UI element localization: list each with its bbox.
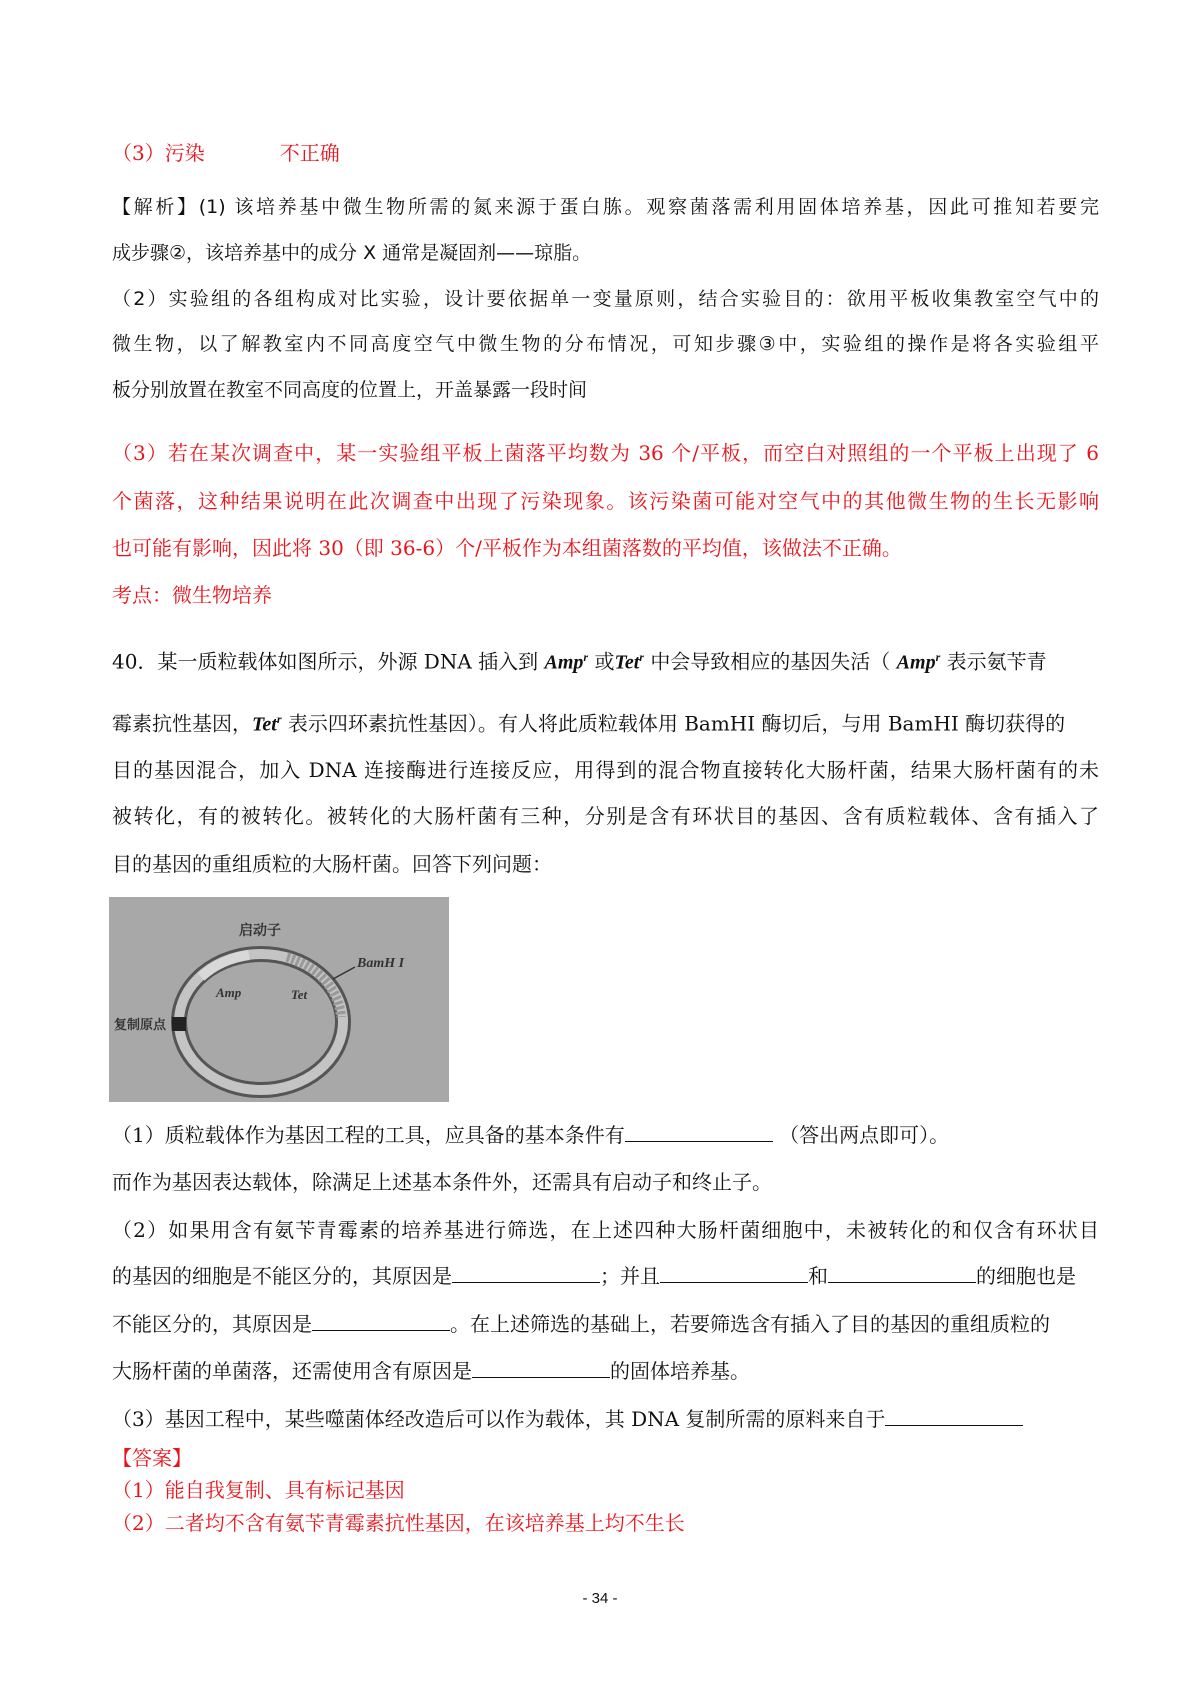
q40-part3: [112, 1405, 1099, 1433]
ori-block: [172, 1017, 186, 1031]
text: 不能区分的，其原因是: [112, 1312, 312, 1336]
q40-part2-line1: （2）如果用含有氨苄青霉素的培养基进行筛选，在上述四种大肠杆菌细胞中，未被转化的和仅含有环状目: [112, 1218, 1099, 1242]
page-number: - 34 -: [582, 1590, 618, 1607]
text: （3）基因工程中，某些噬菌体经改造后可以作为载体，其 DNA 复制所需的原料来自于: [112, 1407, 886, 1431]
q40-line-4: 被转化，有的被转化。被转化的大肠杆菌有三种，分别是含有环状目的基因、含有质粒载体、含有插入了: [112, 804, 1099, 828]
text: 霉素抗性基因，: [112, 711, 252, 736]
sup-r: r: [583, 650, 589, 664]
promoter-label: 启动子: [239, 923, 281, 939]
answer-part3: （3）污染: [112, 141, 205, 165]
analysis-line: （2）实验组的各组构成对比实验，设计要依据单一变量原则，结合实验目的：欲用平板收集教室空气中的: [112, 288, 1099, 310]
ori-label: 复制原点: [114, 1018, 167, 1033]
plasmid-diagram: [109, 897, 449, 1102]
answer-2: （2）二者均不含有氨苄青霉素抗性基因，在该培养基上均不生长: [112, 1511, 685, 1535]
analysis-red-line: 也可能有影响，因此将 30（即 36-6）个/平板作为本组菌落数的平均值，该做法不正确。: [112, 536, 902, 560]
answer-blank: [452, 1262, 600, 1283]
text: 和: [808, 1264, 828, 1288]
tet-gene: Tet: [252, 713, 277, 736]
bamhi-label: BamH I: [357, 956, 405, 971]
analysis-line: 板分别放置在教室不同高度的位置上，开盖暴露一段时间: [112, 379, 588, 401]
text: （1）质粒载体作为基因工程的工具，应具备的基本条件有: [112, 1123, 625, 1147]
q40-part1: [112, 1121, 1099, 1149]
analysis-line: 成步骤②，该培养基中的成分 X 通常是凝固剂——琼脂。: [112, 242, 592, 264]
amp-label: Amp: [216, 985, 242, 1000]
text: 的基因的细胞是不能区分的，其原因是: [112, 1264, 452, 1288]
text: 的细胞也是: [976, 1264, 1076, 1288]
answer-blank: [472, 1357, 610, 1378]
text: 表示四环素抗性基因）。有人将此质粒载体用 BamHI 酶切后，与用 BamHI 酶切获得的: [287, 711, 1066, 736]
q40-part2-line3: [112, 1310, 1099, 1338]
q40-line-5: 目的基因的重组质粒的大肠杆菌。回答下列问题：: [112, 852, 552, 876]
answer-blank: [885, 1405, 1023, 1426]
analysis-red-line: （3）若在某次调查中，某一实验组平板上菌落平均数为 36 个/平板，而空白对照组的一个平板上出现了 6: [112, 441, 1099, 465]
answer-blank: [312, 1310, 450, 1331]
text: 表示氨苄青: [946, 649, 1047, 674]
sup-r: r: [935, 650, 941, 664]
text: 。在上述筛选的基础上，若要筛选含有插入了目的基因的重组质粒的: [450, 1312, 1050, 1336]
q40-line-2: [112, 705, 1099, 739]
answer-blank: [625, 1121, 773, 1142]
sup-r: r: [639, 650, 644, 664]
kaodian: 考点：微生物培养: [112, 583, 272, 607]
answer-title: 【答案】: [112, 1446, 192, 1470]
q40-part1-note: 而作为基因表达载体，除满足上述基本条件外，还需具有启动子和终止子。: [112, 1170, 772, 1194]
text: 大肠杆菌的单菌落，还需使用含有原因是: [112, 1359, 472, 1383]
sup-r: r: [276, 712, 282, 726]
text: （答出两点即可）。: [779, 1123, 950, 1147]
analysis-line: 微生物，以了解教室内不同高度空气中微生物的分布情况，可知步骤③中，实验组的操作是将各实验组平: [112, 333, 1099, 355]
tet-gene: Tet: [614, 651, 640, 674]
answer-blank: [660, 1262, 808, 1283]
text: ；并且: [600, 1264, 660, 1288]
prev-answer-line: [112, 139, 1099, 167]
text: 中会导致相应的基因失活（: [650, 649, 891, 674]
text: 或: [594, 649, 615, 674]
answer-blank: [828, 1262, 976, 1283]
answer-part3-b: 不正确: [279, 141, 340, 165]
analysis-line: 【解析】(1) 该培养基中微生物所需的氮来源于蛋白胨。观察菌落需利用固体培养基，因此可推知若要完: [112, 196, 1099, 218]
tet-label: Tet: [291, 987, 308, 1002]
q40-line-3: 目的基因混合，加入 DNA 连接酶进行连接反应，用得到的混合物直接转化大肠杆菌，结果大肠杆菌有的未: [112, 758, 1099, 782]
q40-part2-line2: [112, 1262, 1099, 1290]
answer-1: （1）能自我复制、具有标记基因: [112, 1478, 405, 1502]
q40-part2-line4: [112, 1357, 1099, 1385]
text: 40．某一质粒载体如图所示，外源 DNA 插入到: [112, 649, 539, 674]
text: 的固体培养基。: [610, 1359, 750, 1383]
q40-line-1: [112, 643, 1099, 677]
analysis-red-line: 个菌落，这种结果说明在此次调查中出现了污染现象。该污染菌可能对空气中的其他微生物的生长无影响: [112, 489, 1099, 513]
amp-gene: Amp: [544, 651, 584, 674]
amp-gene: Amp: [896, 651, 936, 674]
